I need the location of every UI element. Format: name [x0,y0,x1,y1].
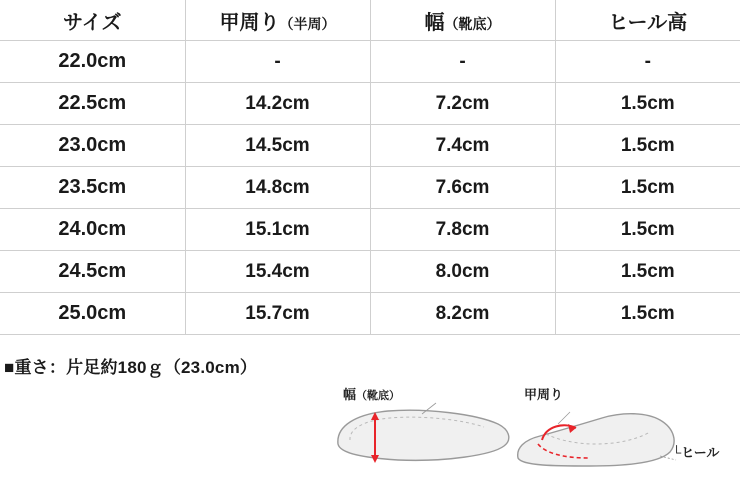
cell-size: 22.0cm [0,41,185,83]
cell-instep: 14.8cm [185,167,370,209]
table-row [0,167,740,209]
cell-heel: 1.5cm [555,167,740,209]
cell-heel: 1.5cm [555,293,740,335]
cell-width: 7.4cm [370,125,555,167]
cell-width: 8.0cm [370,251,555,293]
column-header-width-sub: （靴底） [444,15,501,32]
column-header-width [370,0,555,41]
cell-instep: 14.5cm [185,125,370,167]
cell-size: 23.5cm [0,167,185,209]
diagram-label-width-main: 幅 [343,387,357,402]
cell-instep: - [185,41,370,83]
cell-heel: - [555,41,740,83]
column-header-size [0,0,185,41]
cell-heel: 1.5cm [555,125,740,167]
diagram-label-heel: └ヒール [672,445,720,460]
column-header-width-main: 幅 [424,11,445,34]
cell-heel: 1.5cm [555,209,740,251]
weight-note: ■重さ：片足約180ｇ（23.0cm） [4,358,258,377]
cell-instep: 15.7cm [185,293,370,335]
diagram-label-width-sub: （靴底） [356,390,401,402]
cell-size: 23.0cm [0,125,185,167]
cell-width: 7.6cm [370,167,555,209]
table-body [0,41,740,335]
column-header-heel [555,0,740,41]
cell-instep: 15.4cm [185,251,370,293]
shoe-sole-icon [326,400,516,480]
table-row [0,125,740,167]
shoe-side-icon [510,400,710,480]
cell-width: 7.2cm [370,83,555,125]
shoe-diagram [0,382,740,492]
table-row [0,251,740,293]
cell-width: - [370,41,555,83]
diagram-label-instep: 甲周り [524,387,564,402]
cell-size: 24.0cm [0,209,185,251]
table-row [0,41,740,83]
column-header-instep-main: 甲周り [219,11,280,34]
column-header-size-main: サイズ [63,11,122,34]
cell-heel: 1.5cm [555,83,740,125]
column-header-heel-main: ヒール高 [608,11,688,34]
table-header-row [0,0,740,41]
table-row [0,83,740,125]
column-header-instep [185,0,370,41]
table-row [0,209,740,251]
cell-instep: 15.1cm [185,209,370,251]
cell-instep: 14.2cm [185,83,370,125]
cell-size: 25.0cm [0,293,185,335]
cell-heel: 1.5cm [555,251,740,293]
cell-width: 8.2cm [370,293,555,335]
cell-size: 24.5cm [0,251,185,293]
table-row [0,293,740,335]
cell-size: 22.5cm [0,83,185,125]
column-header-instep-sub: （半周） [279,15,336,32]
table-header [0,0,740,41]
cell-width: 7.8cm [370,209,555,251]
